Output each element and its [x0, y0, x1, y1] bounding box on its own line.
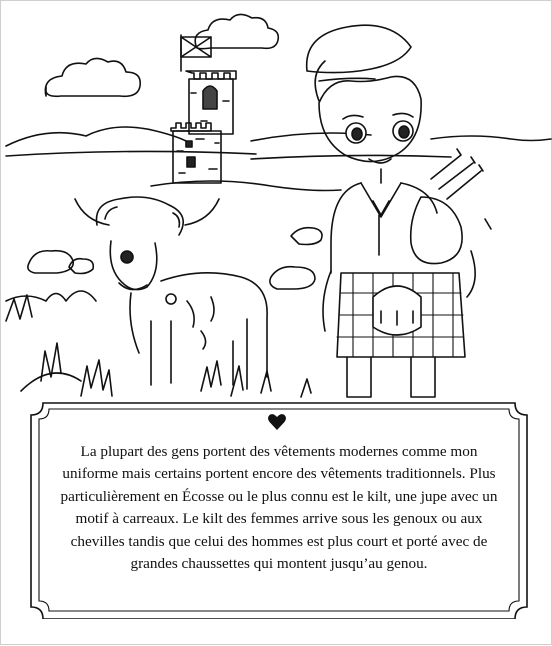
heart-icon	[267, 412, 287, 432]
mountain-range	[6, 127, 551, 146]
caption-text: La plupart des gens portent des vêtements modernes comme mon uniforme mais certains portent encore des vêtements traditionnels. Plus particulièrement en Écosse ou le plus connu est le kilt, une jupe avec un motif à carreaux. Le kilt des femmes arrive sous les genoux ou aux chevilles tandis que celui des hommes est plus court et porté avec de grandes chaussettes qui montent jusqu’au genou.	[60, 443, 498, 573]
bagpipe-drones	[431, 149, 491, 229]
cloud-left	[45, 58, 140, 96]
jacket	[361, 183, 401, 255]
castle-tower	[171, 35, 236, 183]
cloud-right	[195, 14, 278, 48]
hill	[151, 181, 341, 191]
rock-right	[270, 267, 315, 289]
grass	[6, 291, 311, 397]
horizon-line	[6, 151, 451, 159]
beret	[307, 25, 411, 72]
rock-far	[291, 228, 322, 245]
girl-figure	[307, 25, 491, 397]
highland-cow	[75, 197, 267, 389]
rock-left	[28, 251, 73, 273]
face	[319, 76, 421, 161]
